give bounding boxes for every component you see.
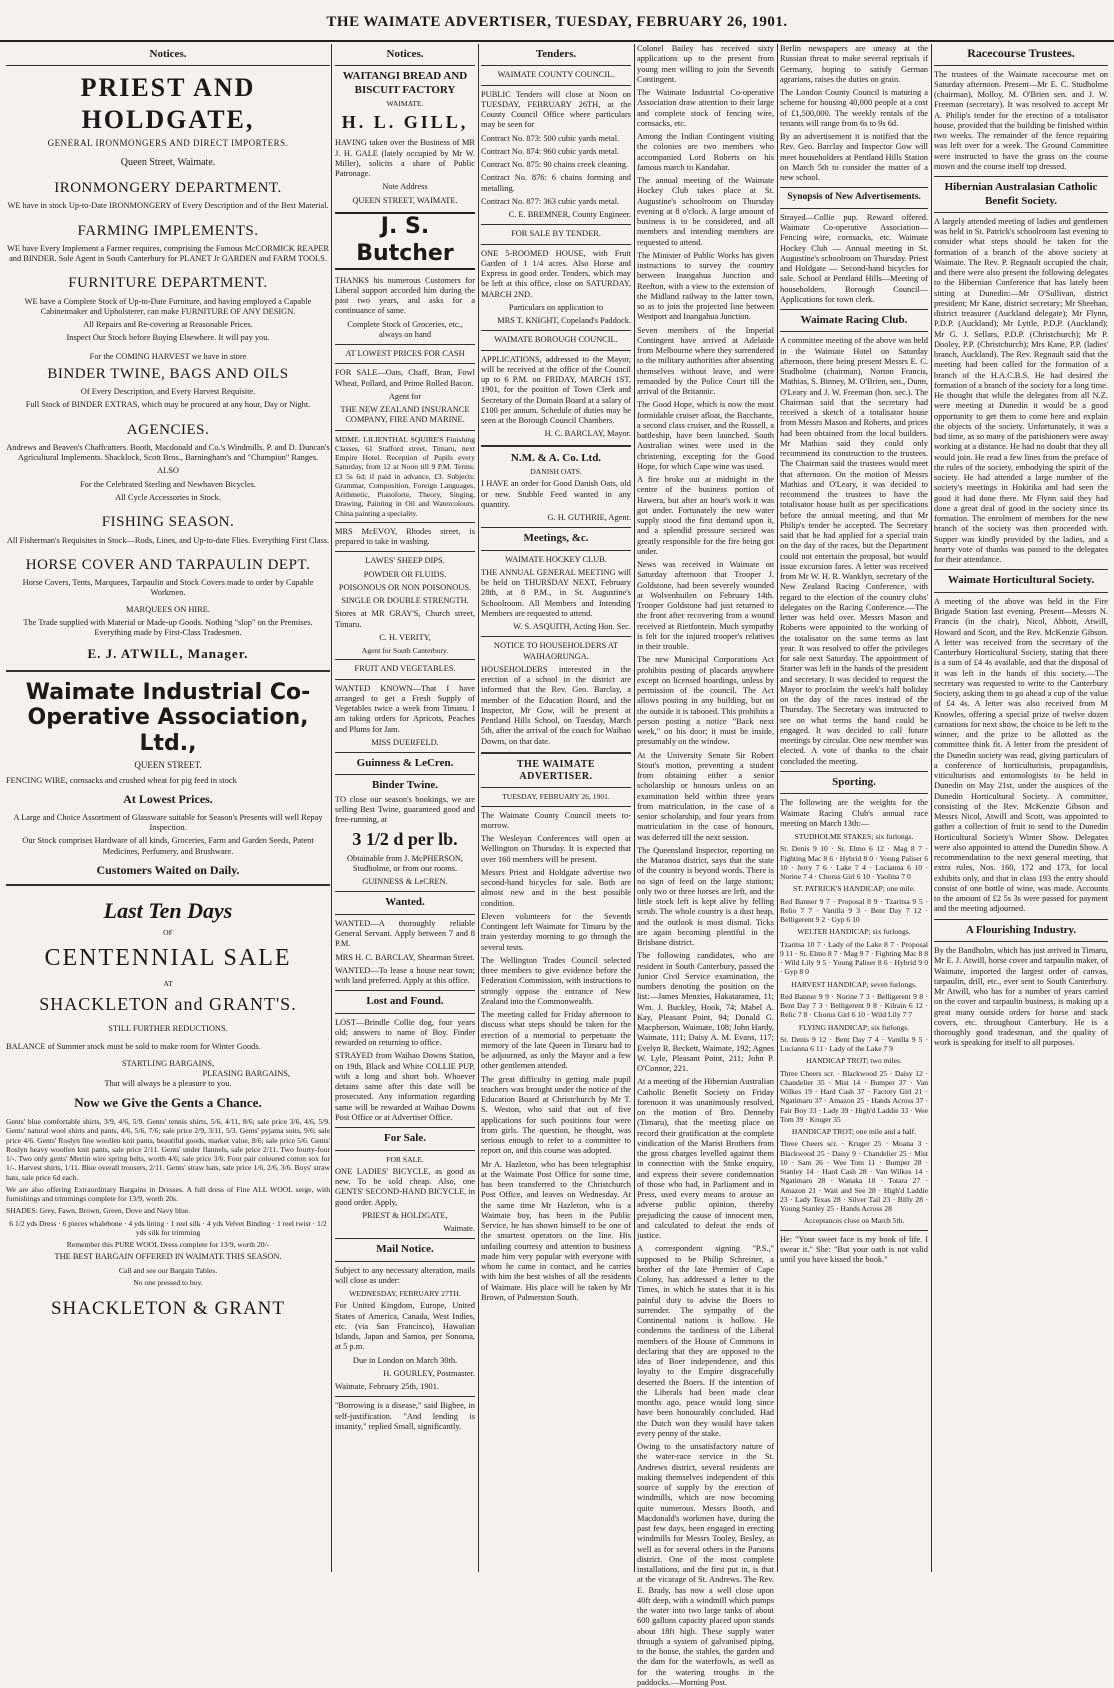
forsale-sub: FOR SALE. [386,1154,424,1164]
news-item: At a meeting of the Hibernian Australian Catholic Benefit Society on Friday forenoon it was unanimously resolved, on the motion of Bro. Dennehy (Timaru), that the meeting place on record their gratification at the complete vindication of the Marist Brothers from the gross charges levelled against them in connection with the Stoke enquiry, and express their severe condemnation of those who had, in Parliament and in Press, used every means to arouse an adverse public opinion, thereby prejudicing the cause of innocent men, and calculated to defeat the ends of justice. [637,1077,774,1240]
department-heading: FURNITURE DEPARTMENT. [68,275,268,292]
news-item: Owing to the unsatisfactory nature of the water-race service in the St. Andrews district, several residents are making themselves independent of this source of supply by the erection of windmills, which are now becoming quite numerous. Messrs Booth, and Macdonald's workmen have, during the past few days, been engaged in erecting windmills for Messrs Tooley, Besley, as well as for several others in the Parsons district. One of the most complete installations, and the first put in, is that at the vicarage of St. Andrews. The Rev. E. Brady, has now a well close upon 40ft deep, with a windmill which pumps the water into two large tanks of about 600 gallons capacity placed upon stands about 18ft high. These supply water through a system of galvanised piping, to the house, the stables, the garden and the dam for the waterfowls, as well as for the watering troughs in the paddocks.—Morning Post. [637,1442,774,1687]
danish-text: I HAVE an order for Good Danish Oats, old or new. Stubble Feed wanted in any quantity. [481,479,631,509]
bakery-name: WAITANGI BREAD AND BISCUIT FACTORY [342,70,468,96]
customers-waited: Customers Waited on Daily. [96,862,240,877]
lowest-prices: At Lowest Prices. [123,792,213,807]
mail-date: WEDNESDAY, FEBRUARY 27TH. [349,1289,461,1299]
gill-name: H. L. GILL, [341,112,469,133]
sporting-heading: Sporting. [832,775,876,788]
council-heading: WAIMATE COUNTY COUNCIL. [497,70,615,80]
firm-subtitle: GENERAL IRONMONGERS AND DIRECT IMPORTERS. [47,137,289,148]
pleasing-bargains: PLEASING BARGAINS, [202,1068,290,1078]
news-item: The following candidates, who are resident in South Canterbury, passed the Junior Civil Service examination, the numbers denoting the position on the list:—James Menzies, Hakataramea, 11; Wm. J. Buckley, Hook, 74; Mabel A. Kay, Pleasant Point, 94; Donald G. Macpherson, Waimate, 108; John Hardy, Waimate, 111; Daisy A. M. Evans, 117; Evelyn R. Beckett, Waimate, 192; Agnes W. Lyle, Pleasant Point, 211; John P. O'Connor, 221. [637,951,774,1073]
householders-text: HOUSEHOLDERS interested in the erection of a school in the district are informed that the Rev. Geo. Barclay, a member of the Education Board, and the Inspector, Mr Gow, will be present at Pentland Hills School, on Tuesday, March 5th, after the arrival of the coach for Waihao Downs, on that date. [481,664,631,746]
news-item: At the University Senate Sir Robert Stout's motion, preventing a student from obtaining either a senior scholarship or honours unless on an examination held within three years from matriculation, in the case of a senior scholarship, and four years from matriculation in the case of honours, was deferred till the next session. [637,750,774,842]
synopsis-text: Strayed—Collie pup. Reward offered. Waimate Co-operative Association—Fencing wire, cornsacks, etc. Waimate Hockey Club — Annual meeting in St. Augustine's schoolroom on Thursday. Priest and Holdgate — Second-hand bicycles for sale. School at Pentland Hills—Meeting of householders. Borough Council—Applications for town clerk. [780,212,928,304]
balance-text: BALANCE of Summer stock must be sold to make room for Winter Goods. [6,1042,261,1052]
harvest-text: For the COMING HARVEST we have in store [89,351,247,361]
column-3 [481,44,631,1572]
wanted-heading: Wanted. [385,896,425,909]
dresses-text: We are also offering Extraordinary Bargains in Dresses. A full dress of Fine ALL WOOL serge, with furnishings and trimmings complete for 13/9, worth 20s. [6,1184,330,1204]
department-heading: FISHING SEASON. [101,514,235,531]
verity-name: C. H. VERITY, [379,632,431,642]
news-item: Colonel Bailey has received sixty applications up to the present from young men willing to join the Seventh Contingent. [637,44,774,84]
news-item: Among the Indian Contingent visiting the colonies are two members who accompanied Lord Roberts on his famous march to Kandahar. [637,132,774,172]
column-2 [335,44,475,1572]
bicycle-text: ONE LADIES' BICYCLE, as good as new. To be sold cheap. Also, one GENTS' SECOND-HAND BICYCLE, in good order. Apply, [335,1166,475,1207]
racing-text: A committee meeting of the above was held in the Waimate Hotel on Saturday afternoon, there being present Messrs E. C. Studholme (chairman), Norton Francis, Mathias, S. Binney, M. O'Brien, sen., Dunn, O'Leary and J. W. Freeman (hon. sec.). The Chairman said that the secretary had received a sketch of a totalisator house from Messrs Mason and Roberts, and prices had been obtained from the local builders. Mr Mathias said they could only recommend its construction to the trustees. The Chairman said the trustees would meet that afternoon. On the motion of Messrs Mathias and O'Leary, it was decided to recommend the trustees to have the totalisator house built as per specifications before the annual meeting, and that Mr Philip's tender be accepted. The Secretary said that he had applied for a special train on the day of the races, but the Department could not entertain the proposal, but would issue excursion fares. A letter was received from Mr W. H. R. Wanklyn, secretary of the New Zealand Racing Conference, with regard to the election of the country clubs' delegates on the Racing Conference.—The letter was held over. Messrs Mason and Roberts were appointed to the working of the totalisator on the same terms as last year. It was resolved to offer the privileges for sale next Saturday. The appointment of Starter was left in the hands of the president and secretary. It was decided to request the Mayor to proclaim the week's half holiday on the day of the races instead of the Thursday. The Secretary was instructed to see on what terms the band could be engaged. It was decided to call future meetings by circular. One new member was elected. A vote of thanks to the chair concluded the meeting. [780,336,928,766]
department-text: ALSO [157,466,179,476]
asquith-signature: W. S. ASQUITH, Acting Hon. Sec. [513,622,631,632]
lowest-cash: AT LOWEST PRICES FOR CASH [345,349,465,359]
priest-location: Waimate. [443,1224,475,1234]
groceries-text: Complete Stock of Groceries, etc., always on hand [347,319,463,339]
strayed-text: STRAYED from Waihao Downs Station, on 19th, Black and White COLLIE PUP, with a long and short bob. Whoever detains same after this date will be prosecuted. Any information regarding same will be rewarded at Waihao Downs Post Office or at Advertiser Office. [335,1051,475,1122]
pleasure-text: That will always be a pleasure to you. [104,1079,232,1089]
horticultural-text: A meeting of the above was held in the Fire Brigade Station last evening. Present—Messrs N. Francis (in the chair), Nicol, Abbott, Atwill, Howard and Scott, and the Rev. McKenzie Gibson. A letter was received from the secretary of the Canterbury Horticultural Society, stating that there is a sum of £4 4s available, and that the disposal of it was left in the hands of this society.—The secretary was requested to write to the Canterbury Society, asking them to go ahead a cup of the value of £4 4s. A letter was also received from M Knowles, offering a special prize of twelve dozen carnations for next show, the choice to be left to the winner, and the prize to be allotted as the committee think fit. A letter from the president of the Dunedin society was read, giving particulars of a conference of horticulturists, propagandists, viticulturists and entomologists to be held in Dunedin on May 21st, under the auspices of the Dunedin Horticultural Society. A committee, consisting of the Rev. McKenzie Gibson and Messrs Nicol, Atwill and Scott, was appointed to gather a collection of fruit to send to the Dunedin Horticultural Society's Winter Show. Delegates were also appointed to attend the Dunedin Show. A recommendation to the next general meeting, that extra rules, Nos. 160, 172 and 173, for local exhibits only, and that in class 193 the entry should consist of one bottle of wine, was made. Accounts to the amount of £2 5s 3s were passed for payment and the meeting adjourned. [934,596,1108,914]
lost-heading: Lost and Found. [366,995,444,1008]
bakery-location: WAIMATE. [386,99,424,109]
section-heading: Notices. [149,48,187,60]
news-item: The Waimate Industrial Co-operative Association draw attention to their large and complete stock of fencing wire, cornsacks, etc. [637,88,774,128]
obtain-text: Obtainable from J. McPHERSON, Studholme, or from our rooms. [346,853,464,873]
department-text: Full Stock of BINDER EXTRAS, which may be procured at any hour, Day or Night. [25,400,311,410]
mcevoy-text: MRS McEVOY, Rhodes street, is prepared to take in washing. [335,526,475,547]
shackleton-grant: SHACKLETON and GRANT'S. [39,994,297,1015]
house-text: ONE 5-ROOMED HOUSE, with Fruit Garden of 1 1/4 acres. Also Horse and Express in good order. Tenders, which may be left at this office, close on SATURDAY, MARCH 2ND. [481,248,631,299]
news-item: Mr A. Hazleton, who has been telegraphist at the Waimate Post Office for some time, has been transferred to the Christchurch Post Office, and leaves on Wednesday. At the same time Mr Hazleton, who is a Waimate boy, has been in the Public Service, he has shown himself to be one of the smartest operators on the line. His unfailing courtesy and attention to business made him very popular with everyone with whom he came in contact, and he carries with him the best wishes of all the residents of Waimate. His place will be taken by Mr Brown, of Palmerston South. [481,1159,631,1302]
race-weights: Red Banner 9 7 · Proposal 8 9 · Tzaritsa 9 5 · Relio 7 7 · Vanilla 9 3 · Bent Day 7 12 · Belligerent 9 2 · Gyp 6 10 [780,896,928,925]
householders-heading: NOTICE TO HOUSEHOLDERS AT WAIHAORUNGA. [493,641,619,661]
news-item: Eleven volunteers for the Seventh Contingent left Waimate for Timaru by the train yesterday morning to go through the several tests. [481,911,631,952]
footer-signature: SHACKLETON & GRANT [50,1298,286,1320]
synopsis-heading: Synopsis of New Advertisements. [787,192,921,203]
race-weights: Tzaritsa 10 7 · Lady of the Lake 8 7 · Proposal 9 11 · St. Elmo 8 7 · Mag 9 7 · Fighting Mac 8 8 · Wild Lily 9 5 · Young Paliser 8 6 · Hybrid 9 0 · Gyp 8 0 [780,939,928,977]
news-item: Messrs Priest and Holdgate advertise two second-hand bicycles for sale. Both are almost new and in the best possible condition. [481,867,631,908]
hockey-heading: WAIMATE HOCKEY CLUB. [505,554,607,564]
mail-text: For United Kingdom, Europe, United States of America, Canada, West Indies, etc. (via San Francisco), Hawaiian Islands, Japan and Samoa, per Sonoma, at 5 p.m. [335,1301,475,1352]
duerfeld-name: MISS DUERFELD. [371,737,439,747]
quote-text: He: "Your sweet face is my book of life. I swear it." She: "But your oath is not valid until you have kissed the book." [780,1234,928,1265]
column-rule [777,44,778,1572]
hibernian-text: A largely attended meeting of ladies and gentlemen was held in St. Patrick's schoolroom last evening to consider what steps should be taken for the formation of a branch of the above society at Waimate. The Rev. P. Regnault occupied the chair, and there were also present the following delegates to the Hibernian Conference that has lately been sitting at Dunedin:—Mr O'Sullivan, district president; Mr Kane, district secretary; Mr Sheehan, district treasurer (Auckland delegate); Mr Flynn, P.D.P. (Auckland); Mr Lyttle, P.D.P. (Auckland); Mr G. J. Sellars, P.D.P. (Christchurch); Mr P. Dooley, P.P. (Christchurch); Mrs Kane, P.P. (ladies' branch, Auckland). The Rev. Regnault said that the meeting had been called for the formation of a branch of the H.A.C.B.S. He had desired the formation of a branch of the society for a long time. He thought that while the delegates from all N.Z. were meeting at Dunedin it would be a good opportunity to get them to come here and explain the objects of the society. Unfortunately, it was a bad time, as so many of the parishioners were away working at a distance. He had no doubt that they all would join. He read a few lines from the preface of the rules of the society, embodying the spirit of the society. He had attended a large number of the society's meetings in Hokitika and had seen the good it had done there. Mr Flynn said they had done a great deal of good in the society since its formation. The enrolment of members for the new branch of the society was then proceeded with. Supper was kindly provided by the ladies, and a hearty vote of thanks was passed to the delegates for their attendance. [934,216,1108,565]
department-text: WE have in stock Up-to-Date IRONMONGERY of Every Description and of the Best Material. [7,201,329,211]
department-text: Andrews and Beaven's Chaffcutters. Booth, Macdonald and Co.'s Windmills. P. and D. Duncan's Agricultural Implements. Shacklock, Scott Bros., Barningham's and "Champion" Ranges. [6,442,330,463]
tender-text: PUBLIC Tenders will close at Noon on TUESDAY, FEBRUARY 26TH, at the County Council Office where particulars may be seen for [481,89,631,130]
manager-signature: E. J. ATWILL, Manager. [87,646,249,662]
race-weights: St. Denis 9 10 · St. Elmo 6 12 · Mag 8 7 · Fighting Mac 8 6 · Hybrid 8 0 · Young Paliser 6 10 · Jerry 7 6 · Lake 7 4 · Lucianna 6 10 · Norine 7 4 · Chorus Girl 6 10 · Yaolina 7 0 [780,844,928,882]
guthrie-signature: G. H. GUTHRIE, Agent. [547,513,631,523]
twine-price: 3 1/2 d per lb. [352,828,458,849]
department-heading: BINDER TWINE, BAGS AND OILS [47,365,289,382]
insurance-text: THE NEW ZEALAND INSURANCE COMPANY, FIRE AND MARINE. [340,405,470,425]
column-rule [478,44,479,1572]
mail-london: Due in London on March 30th. [352,1355,458,1365]
news-item: The Wellington Trades Council selected three members to give evidence before the Federation Commission, with instructions to strongly oppose the entrance of New Zealand into the Commonwealth. [481,955,631,1006]
masthead [0,0,1114,42]
twine-text: TO close our season's bookings, we are selling Best Twine, guaranteed good and free-running, at [335,794,475,825]
guinness-signature: GUINNESS & LeCREN. [362,877,448,887]
of-text: OF [163,928,173,938]
mail-text: Subject to any necessary alteration, mails will close as under: [335,1265,475,1285]
gill-text: HAVING taken over the Business of MR J. H. GALE (lately occupied by Mr W. Miller), solicits a share of Public Patronage. [335,138,475,179]
news-item: News was received in Waimate on Saturday afternoon that Trooper J. Goldstone, had been severely wounded at Wolvenhuilen on February 14th. Trooper Goldstone had just returned to the front after recovering from a wound received at Rietfontein. Much sympathy is felt for the injured trooper's relatives in their trouble. [637,560,774,651]
news-item: The annual meeting of the Waimate Hockey Club takes place at St. Augustine's schoolroom on Thursday evening at 8 o'clock. A large amount of business is to be considered, and all members and intending members are requested to attend. [637,176,774,247]
further-reductions: STILL FURTHER REDUCTIONS. [108,1024,228,1034]
barclay-name: MRS H. C. BARCLAY, Shearman Street. [335,952,475,962]
guinness-heading: Guinness & LeCren. [356,757,454,770]
department-text: MARQUEES ON HIRE. [126,604,210,614]
remember-text: Remember this PURE WOOL Dress complete for 13/9, worth 20/- [66,1240,270,1250]
none-pressed: No one pressed to buy. [133,1277,203,1287]
butcher-text: THANKS his numerous Customers for Liberal support accorded him during the past two years, and asks for a continuance of same. [335,275,475,316]
wanted-text: WANTED—To lease a house near town; with land preferred. Apply at this office. [335,965,475,985]
department-text: Horse Covers, Tents, Marquees, Tarpaulin and Stock Covers made to order by Capable Workmen. [22,578,314,598]
news-item: The Queensland Inspector, reporting on the Maranoa district, says that the state of the country is beyond words. There is no sign of feed on the large stations; only two or three horses are left, and the little stock left is kept alive by felling scrub. The whole country is a dust heap, and the outlook is most dismal. Ticks are again becoming plentiful in the Brisbane district. [637,845,774,947]
department-text: WE have Every Implement a Farmer requires, comprising the Famous McCORMICK REAPER and BINDER. Sole Agent in South Canterbury for PLANET Jr GARDEN and FARM TOOLS. [7,243,329,264]
horticultural-heading: Waimate Horticultural Society. [947,574,1095,587]
department-text: Of Every Description, and Every Harvest Requisite. [80,387,256,397]
wanted-known-text: WANTED KNOWN—That I have arranged to get a Fresh Supply of Vegetables twice a week from Timaru. I am taking orders for Apricots, Peaches and Plums for Jam. [335,683,475,734]
best-bargain: THE BEST BARGAIN OFFERED IN WAIMATE THIS SEASON. [54,1252,282,1262]
lining-text: 6 1/2 yds Dress · 6 pieces whalebone · 4 yds lining · 1 reel silk · 4 yds Velvet Binding · 1 reel twist · 1/2 yds silk for trimming [9,1218,327,1237]
racecourse-text: The trustees of the Waimate racecourse met on Saturday afternoon. Present—Mr E. C. Studholme (chairman), Molloy, M. O'Brien sen. and J. W. Freeman (secretary). It was resolved to accept Mr A. Philip's tender for the erection of a totalisator house, provided that the building be finished within two weeks. The remainder of the fence repairing was left over for a week. The Ground Committee were instructed to have the grass on the course mown and the course itself top dressed. [934,69,1108,171]
postmaster: H. GOURLEY, Postmaster. [383,1368,475,1378]
engineer-signature: C. E. BREMNER, County Engineer. [508,210,631,220]
race-heading: FLYING HANDICAP; six furlongs. [798,1022,910,1032]
twine-heading: Binder Twine. [371,779,439,792]
lawes-line: SINGLE OR DOUBLE STRENGTH. [341,596,469,606]
startling-bargains: STARTLING BARGAINS, [121,1058,215,1068]
race-heading: ST. PATRICK'S HANDICAP; one mile. [792,884,916,894]
acceptances-text: Acceptances close on March 5th. [803,1216,905,1226]
contract-line: Contract No. 876: 6 chains forming and metalling. [481,173,631,193]
race-heading: WELTER HANDICAP; six furlongs. [797,927,911,937]
hardware-text: Our Stock comprises Hardware of all kinds, Groceries, Farm and Garden Seeds, Patent Medicines, Perfumery, and Brushware. [22,836,314,856]
news-item: The Wesleyan Conferences will open at Wellington on Thursday. It is expected that over 160 members will be present. [481,834,631,864]
race-heading: HANDICAP TROT; one mile and a half. [791,1127,917,1137]
priest-signature: PRIEST & HOLDGATE, [362,1210,448,1220]
department-text: For the Celebrated Sterling and Newhaven Bicycles. [79,479,257,489]
lawes-line: POISONOUS OR NON POISONOUS. [338,582,472,592]
column-6 [934,44,1108,1572]
department-text: All Fisherman's Requisites in Stock—Rods, Lines, and Up-to-date Flies. Everything First Class. [6,535,330,545]
mail-issue-date: Waimate, February 25th, 1901. [335,1382,439,1392]
department-text: All Repairs and Re-covering at Reasonable Prices. [83,320,253,330]
agent-for: Agent for [388,391,422,401]
lawes-line: POWDER OR FLUIDS. [363,569,447,579]
department-text: All Cycle Accessories in Stock. [115,492,221,502]
fruit-heading: FRUIT AND VEGETABLES. [354,664,456,674]
glass-text: A Large and Choice Assortment of Glassware suitable for Season's Presents will well Repay Inspection. [13,812,323,833]
race-heading: HARVEST HANDICAP; seven furlongs. [791,979,917,989]
shades-text: SHADES: Grey, Fawn, Brown, Green, Dove and Navy blue. [6,1206,191,1216]
department-heading: FARMING IMPLEMENTS. [77,222,259,239]
newspaper-title: THE WAIMATE ADVERTISER, TUESDAY, FEBRUARY 26, 1901. [326,14,788,30]
particulars-text: Particulars on application to [508,302,604,312]
column-rule [931,44,932,1572]
race-weights: Three Cheers scr. · Kruger 25 · Moana 3 · Blackwood 25 · Daisy 9 · Chandelier 25 · Mist 10 · Sam 26 · Wee Tom 11 · Bumper 28 · Stanley 14 · Hard Cash 28 · Van Wilkes 14 · Ngatimaru 28 · Wanaka 18 · Totara 27 · Amazon 21 · Wait and See 28 · High'd Laddie 23 · Lady Texas 28 · Silver Tail 23 · Billy 28 · Young Stanley 25 · Hands Across 28 [780,1139,928,1214]
lilienthal-text: MDME. LILIENTHAL SQUIRE'S Finishing Classes, 61 Stafford street, Timaru, next Empire Hotel. Reception of Pupils every Saturday, from 12 at Noon till 9 P.M. Terms: £3 5s 6d; if paid in advance, £3. Subjects: Grammar, Composition, Foreign Languages, Arithmetic, Pianoforte, Theory, Singing, Drawing, Painting in Oil and Watercolours. China painting a speciality. [335,434,475,518]
news-item: Berlin newspapers are uneasy at the Russian threat to make several reprisals if Germany, hoping to satisfy German agrarians, raises the duties on grain. [780,44,928,84]
contract-line: Contract No. 877: 363 cubic yards metal. [481,196,620,206]
contract-line: Contract No. 874: 960 cubic yards metal. [481,146,620,156]
association-street: QUEEN STREET. [134,760,202,771]
meetings-heading: Meetings, &c. [523,532,589,545]
contract-line: Contract No. 873: 500 cubic yards metal. [481,133,620,143]
news-item: The Good Hope, which is now the most formidable cruiser afloat, the Bacchante, a second class cruiser, and the Russell, a battleship, have been launched. South Australian wines were used in the christening, excepting for the Good Hope, for which Cape wine was used. [637,400,774,471]
column-rule [331,44,332,1572]
wanted-text: WANTED—A thoroughly reliable General Servant. Apply between 7 and 8 P.M. [335,918,475,949]
quote-text: "Borrowing is a disease," said Bigbee, in self-justification. "And lending is insanity," replied Small, significantly. [335,1401,475,1431]
danish-heading: DANISH OATS. [530,467,582,477]
race-weights: Three Cheers scr. · Blackwood 25 · Daisy 12 · Chandelier 35 · Mist 14 · Bumper 37 · Van Wilkes 19 · Hard Cash 37 · Factory Girl 21 · Ngatimaru 37 · Amazon 25 · Hands Across 37 · Fair Boy 33 · Lady 39 · High'd Laddie 33 · Wee Tom 39 · Kruger 35 [780,1068,928,1124]
association-name: Waimate Industrial Co-Operative Association, Ltd., [25,680,311,756]
butcher-name: J. S. Butcher [335,212,475,270]
mail-heading: Mail Notice. [376,1243,434,1256]
news-item: The meeting called for Friday afternoon to discuss what steps should be taken for the erection of a memorial to perpetuate the memory of the late Queen in Timaru had to be adjourned, as only the Mayor and a few other gentlemen attended. [481,1010,631,1071]
racing-heading: Waimate Racing Club. [800,314,908,327]
news-item: The Waimate County Council meets to-morrow. [481,810,631,830]
news-item: A correspondent signing "P.S.," supposed to be Philip Schreiner, a brother of the late Premier of Cape Colony, has addressed a letter to the Times, in which he states that it is his painful duty to advise the Boers to surrender. The sympathy of the Continental nations is hollow. He condemns the tardiness of the Liberal members of the House of Commons in declaring that they are opposed to the idea of Boer independence, and this loyalty to the Empire disgracefully deserted the Boers. If the intention of the Liberals had been made clear months ago, peace would long since have been honourably concluded. Had the Dutch won they would have taken every penny of the stake. [637,1244,774,1438]
stores-text: Stores at MR GRAY'S, Church street, Timaru. [335,609,475,629]
department-text: The Trade supplied with Material or Made-up Goods. Nothing "slop" on the Premises. Everything made by First-Class Tradesmen. [23,617,313,638]
industry-text: By the Bandholm, which has just arrived in Timaru, Mr E. J. Atwill, horse cover and tarpaulin maker, of Waimate, imported the largest order of canvas, tarpaulin, drill, etc., ever sent to South Canterbury. Mr Atwill, who has for a number of years carried on the cover and tarpaulin business, is making up a great many outside orders for horse and stack covers, etc. throughout Canterbury. He is a thoroughly good tradesman, and the quality of work is speaking for itself to all purposes. [934,946,1109,1048]
news-item: The new Municipal Corporations Act prohibits posting of placards anywhere except on licensed hoardings, unless by permission of the council. The Act allows posting in any building, but on the outside it is tabooed. This prohibits a person posting a notice "Back next week," on his door; it must be inside, presumably on the window. [637,655,774,747]
section-heading: Notices. [386,48,424,60]
section-heading: Tenders. [535,48,577,60]
industry-heading: A Flourishing Industry. [965,923,1077,936]
borough-heading: WAIMATE BOROUGH COUNCIL. [494,335,618,345]
news-item: The great difficulty in getting male pupil teachers was brought under the notice of the Education Board at Christchurch by Mr T. S. Weston, who said that out of five applications for such positions four were from girls. The question, he thought, was serious enough to refer to a committee to report on, and this course was adopted. [481,1074,631,1156]
department-heading: AGENCIES. [126,421,210,438]
note-address: Note Address [382,182,428,192]
call-text: Call and see our Bargain Tables. [118,1265,218,1275]
column-1 [6,44,330,1572]
gill-address: QUEEN STREET, WAIMATE. [352,195,458,205]
news-item: By an advertisement it is notified that the Rev. Geo. Barclay and Inspector Gow will meet householders at Pentland Hills Station on March 5th to consider the matter of a new school. [780,132,928,182]
column-4 [637,44,774,1687]
at-text: AT [163,978,173,988]
gents-list: Gents' blue comfortable shirts, 3/9, 4/6, 5/9. Gents' tennis shirts, 5/6, 4/11, 8/6; sale price 3/6, 4/6, 5/9. Gents' natural wool shirts and pants, 4/6, 5/6, 7/6; sale price 2/9, 3/11, 5/3. Gents' pyjama suits, 9/6; sale price 4/6. Gents' Roslyn fine woollen knit pants, beautiful goods, market value, 8/6; sale price 5/6. Gents' Roslyn heavy woollen knit pants, sale price 2/11. Gents' under flannels, sale price 2/11. Two fourty-four 1/-. Two only gents' Mertin wire spring belts, worth 4/6; sale price 3/6. Four pair coloured cotton sox for 1/-. Harvest shirts, 1/11. Blue overall trousers, 2/11. Gents' straw hats, sale price 1/6, 2/6, 3/6. Boys' straw hats, sale price 6d each. [6,1117,330,1182]
last-ten-days: Last Ten Days [103,897,233,923]
mayor-signature: H. C. BARCLAY, Mayor. [544,429,631,439]
news-item: The Minister of Public Works has given instructions to survey the country between Inangahua Junction and Reefton, with a view to the extension of the Midland railway to the latter town, so as to join the projected line between Westport and Inangahua Junction. [637,250,774,322]
lost-text: LOST—Brindle Collie dog, four years old; answers to name of Boy. Finder rewarded on returning to office. [335,1017,475,1048]
paper-heading: THE WAIMATE ADVERTISER. [516,758,596,783]
sale-tender-heading: FOR SALE BY TENDER. [511,229,601,239]
firm-street: Queen Street, Waimate. [120,156,216,168]
firm-name: PRIEST AND HOLDGATE, [80,73,256,135]
department-text: Inspect Our Stock before Buying Elsewhere. It will pay you. [66,333,270,343]
department-heading: IRONMONGERY DEPARTMENT. [54,180,282,196]
hockey-text: THE ANNUAL GENERAL MEETING will be held on THURSDAY NEXT, February 28th, at 8 P.M., in St. Augustine's Schoolroom. All Members and Intending Members are requested to attend. [481,567,631,618]
news-item: A fire broke out at midnight in the centre of the business portion of Hawera, but after an hour's work it was got under. Fortunately the new water supply stood the first demand upon it, and a splendid pressure secured was greatly responsible for the fire being got under. [637,475,774,556]
nma-heading: N.M. & A. Co. Ltd. [510,451,602,464]
contract-line: Contract No. 875: 90 chains creek cleaning. [481,160,628,170]
paper-date: TUESDAY, FEBRUARY 26, 1901. [502,792,610,802]
department-heading: HORSE COVER AND TARPAULIN DEPT. [25,556,311,573]
centennial-sale: CENTENNIAL SALE [44,944,292,971]
forsale-heading: For Sale. [384,1132,426,1145]
news-item: The London County Council is maturing a scheme for housing 40,000 people at a cost of £1,500,000. The weekly rentals of the tenants will range from 6s to 9s 6d. [780,88,928,128]
sporting-text: The following are the weights for the Waimate Racing Club's annual race meeting on March 13th:— [780,798,928,828]
news-item: Seven members of the Imperial Contingent have arrived at Adelaide from Melbourne where they surrendered to the military authorities after absenting themselves without leave, and were remanded by the Police Court till the arrival of the Britannic. [637,325,774,396]
gents-heading: Now we Give the Gents a Chance. [74,1095,262,1111]
hibernian-heading: Hibernian Australasian Catholic Benefit Society. [944,181,1098,207]
race-weights: St. Denis 9 12 · Bent Day 7 4 · Vanilla 9 5 · Lucianna 6 11 · Lady of the Lake 7 9 [780,1034,928,1054]
racecourse-heading: Racecourse Trustees. [967,46,1075,60]
borough-text: APPLICATIONS, addressed to the Mayor, will be received at the office of the Council up to 6 P.M. on FRIDAY, MARCH 1ST, 1901, for the position of Town Clerk and Secretary of the Domain Board at a salary of £100 per annum. Schedule of duties may be seen at the Borough Council Chambers. [481,354,631,426]
race-heading: STUDHOLME STAKES; six furlongs. [794,832,914,842]
forsale-text: FOR SALE—Oats, Chaff, Bran, Fowl Wheat, Pollard, and Prime Rolled Bacon. [335,368,475,388]
race-heading: HANDICAP TROT; two miles. [806,1056,902,1066]
column-5 [780,44,928,1572]
department-text: WE have a Complete Stock of Up-to-Date Furniture, and having employed a Capable Cabinetmaker and Upholsterer, can make FURNITURE OF ANY DESIGN. [24,296,312,316]
knight-signature: MRS T. KNIGHT, Copeland's Paddock. [497,316,631,326]
race-weights: Red Banner 9 9 · Norine 7 3 · Belligerent 9 8 · Bent Day 7 3 · Belligerent 9 8 · Kilrain 6 12 · Relic 7 8 · Chorus Girl 6 10 · Wild Lily 7 7 [780,991,928,1020]
column-rule [634,44,635,1572]
fencing-text: FENCING WIRE, cornsacks and crushed wheat for pig feed in stock [6,776,237,786]
verity-sub: Agent for South Canterbury. [361,646,449,656]
lawes-heading: LAWES' SHEEP DIPS. [365,556,445,566]
